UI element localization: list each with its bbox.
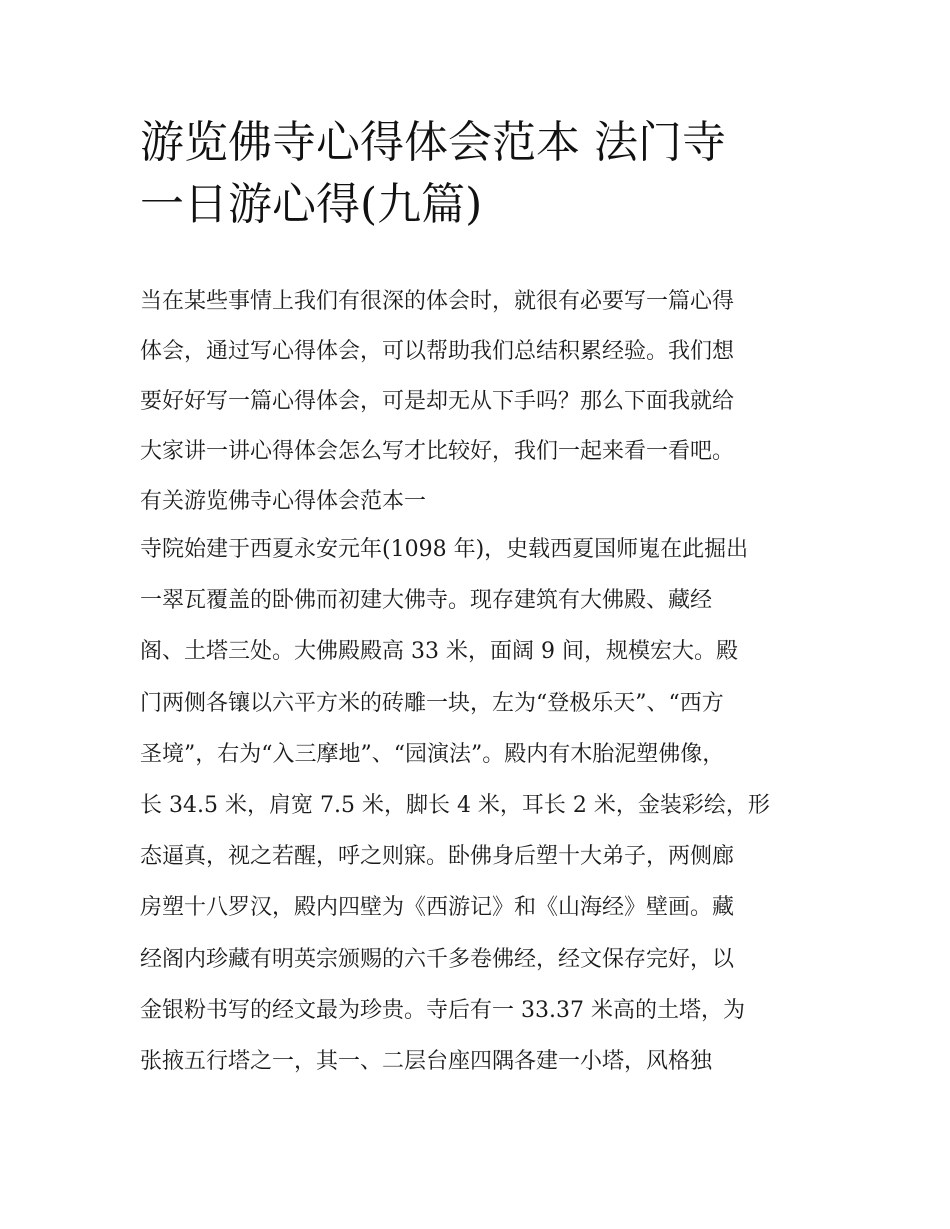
intro-line: 当在某些事情上我们有很深的体会时，就很有必要写一篇心得 [140,289,735,314]
body-line: 阁、土塔三处。大佛殿殿高 33 米，面阔 9 间，规模宏大。殿 [140,639,738,665]
intro-line: 体会，通过写心得体会，可以帮助我们总结积累经验。我们想 [140,339,735,364]
intro-paragraph [140,280,840,480]
body-line: 圣境”，右为“入三摩地”、“园演法”。殿内有木胎泥塑佛像， [140,741,725,767]
body-line: 经阁内珍藏有明英宗颁赐的六千多卷佛经，经文保存完好，以 [140,946,735,972]
body-line: 一翠瓦覆盖的卧佛而初建大佛寺。现存建筑有大佛殿、藏经 [140,588,713,614]
body-line: 张掖五行塔之一，其一、二层台座四隅各建一小塔，风格独 [140,1048,713,1074]
body-line: 门两侧各镶以六平方米的砖雕一块，左为“登极乐天”、“西方 [140,690,724,716]
body-line: 态逼真，视之若醒，呼之则寐。卧佛身后塑十大弟子，两侧廊 [140,844,735,870]
body-paragraph [140,528,840,1091]
section-heading [140,480,840,528]
body-line: 长 34.5 米，肩宽 7.5 米，脚长 4 米，耳长 2 米，金装彩绘，形 [140,792,770,818]
intro-line: 大家讲一讲心得体会怎么写才比较好，我们一起来看一看吧。 [140,439,735,464]
document-body [140,280,840,1091]
title-line-2: 一日游心得(九篇) [140,179,483,230]
section-heading-text: 有关游览佛寺心得体会范本一 [140,489,427,514]
body-line: 金银粉书写的经文最为珍贵。寺后有一 33.37 米高的土塔，为 [140,997,745,1023]
document-title [140,112,820,236]
intro-line: 要好好写一篇心得体会，可是却无从下手吗？那么下面我就给 [140,389,735,414]
title-line-1: 游览佛寺心得体会范本 法门寺 [140,117,726,168]
body-line: 寺院始建于西夏永安元年(1098 年)，史载西夏国师嵬在此掘出 [140,537,749,562]
body-line: 房塑十八罗汉，殿内四壁为《西游记》和《山海经》壁画。藏 [140,895,735,921]
